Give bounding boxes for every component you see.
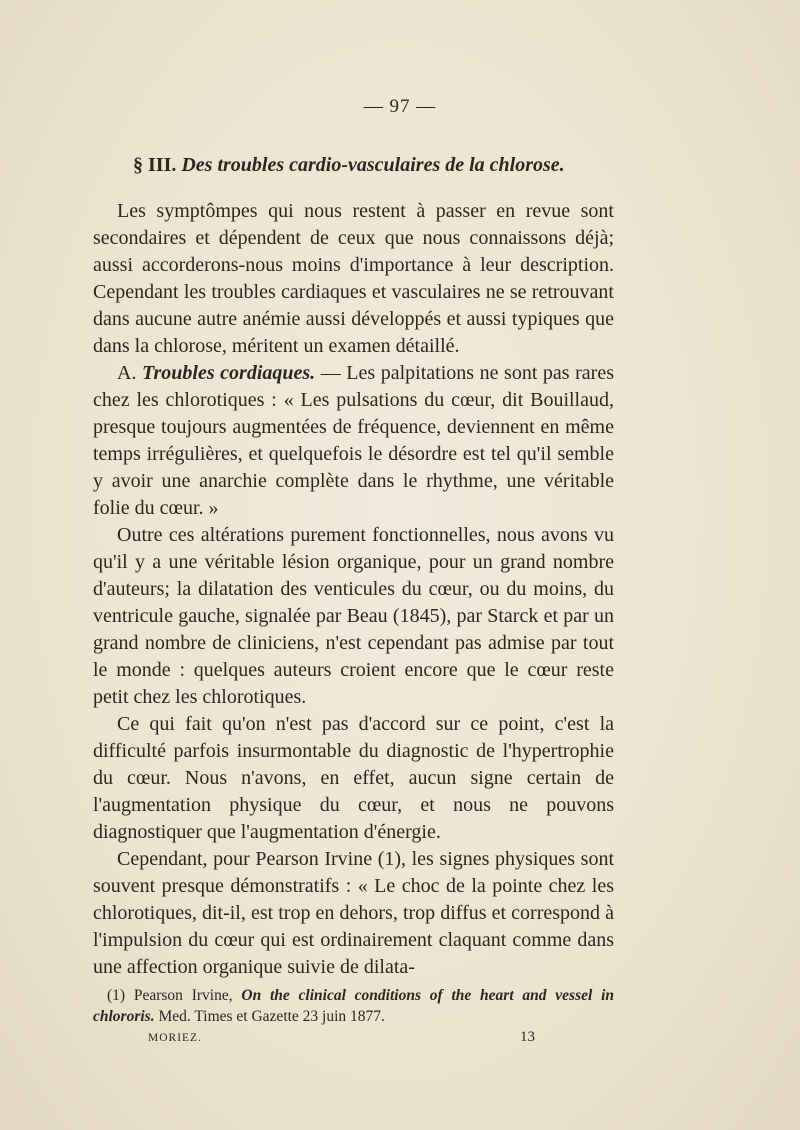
- paragraph-text: Ce qui fait qu'on n'est pas d'accord sur ce point, c'est la difficulté parfois insurmontable du diagnostic de l'hypertrophie du cœur. Nous n'avons, en effet, aucun signe certain de l'augmentation physique du cœur, et nous ne pouvons diagnostiquer que l'augmentation d'énergie.: [93, 713, 614, 843]
- subsection-letter: A.: [117, 362, 137, 384]
- paragraph: [93, 198, 614, 360]
- page-number: — 97 —: [363, 96, 437, 117]
- paragraph-text: Outre ces altérations purement fonctionnelles, nous avons vu qu'il y a une véritable lésion organique, pour un grand nombre d'auteurs; la dilatation des venticules du cœur, ou du moins, du ventricule gauche, signalée par Beau (1845), par Starck et par un grand nombre de cliniciens, n'est cependant pas admise par tout le monde : quelques auteurs croient encore que le cœur reste petit chez les chlorotiques.: [93, 524, 614, 708]
- section-heading: [133, 154, 565, 177]
- footnote: [93, 985, 614, 1027]
- footnote-title: On the clinical conditions of the heart and vessel in chlororis.: [93, 987, 615, 1025]
- section-number: § III.: [133, 154, 177, 176]
- footnote-prefix: (1) Pearson Irvine,: [107, 987, 233, 1004]
- paragraph-text: Les symptômpes qui nous restent à passer en revue sont secondaires et dépendent de ceux que nous connaissons déjà; aussi accorderons-nous moins d'importance à leur description. Cependant les troubles cardiaques et vasculaires ne se retrouvant dans aucune autre anémie aussi développés et aussi typiques que dans la chlorose, méritent un examen détaillé.: [93, 200, 614, 357]
- body-text: [93, 198, 614, 981]
- section-title: Des troubles cardio-vasculaires de la chlorose.: [181, 154, 565, 176]
- paragraph: [93, 711, 614, 846]
- paragraph-text: — Les palpitations ne sont pas rares chez les chlorotiques : « Les pulsations du cœur, dit Bouillaud, presque toujours augmentées de fréquence, deviennent en même temps irrégulières, et quelquefois le désordre est tel qu'il semble y avoir une anarchie complète dans le rhythme, une véritable folie du cœur. »: [93, 362, 614, 519]
- footer-signature: 13: [520, 1029, 535, 1045]
- footer-author: MORIEZ.: [148, 1032, 202, 1044]
- paragraph: [93, 360, 614, 522]
- subsection-title: Troubles cordiaques.: [142, 362, 316, 384]
- footnote-source: Med. Times et Gazette 23 juin 1877.: [158, 1008, 385, 1025]
- paragraph: [93, 846, 614, 981]
- paragraph-text: Cependant, pour Pearson Irvine (1), les signes physiques sont souvent presque démonstratifs : « Le choc de la pointe chez les chlorotiques, dit-il, est trop en dehors, trop diffus et correspond à l'impulsion du cœur qui est ordinairement claquant comme dans une affection organique suivie de dilata-: [93, 848, 614, 978]
- paragraph: [93, 522, 614, 711]
